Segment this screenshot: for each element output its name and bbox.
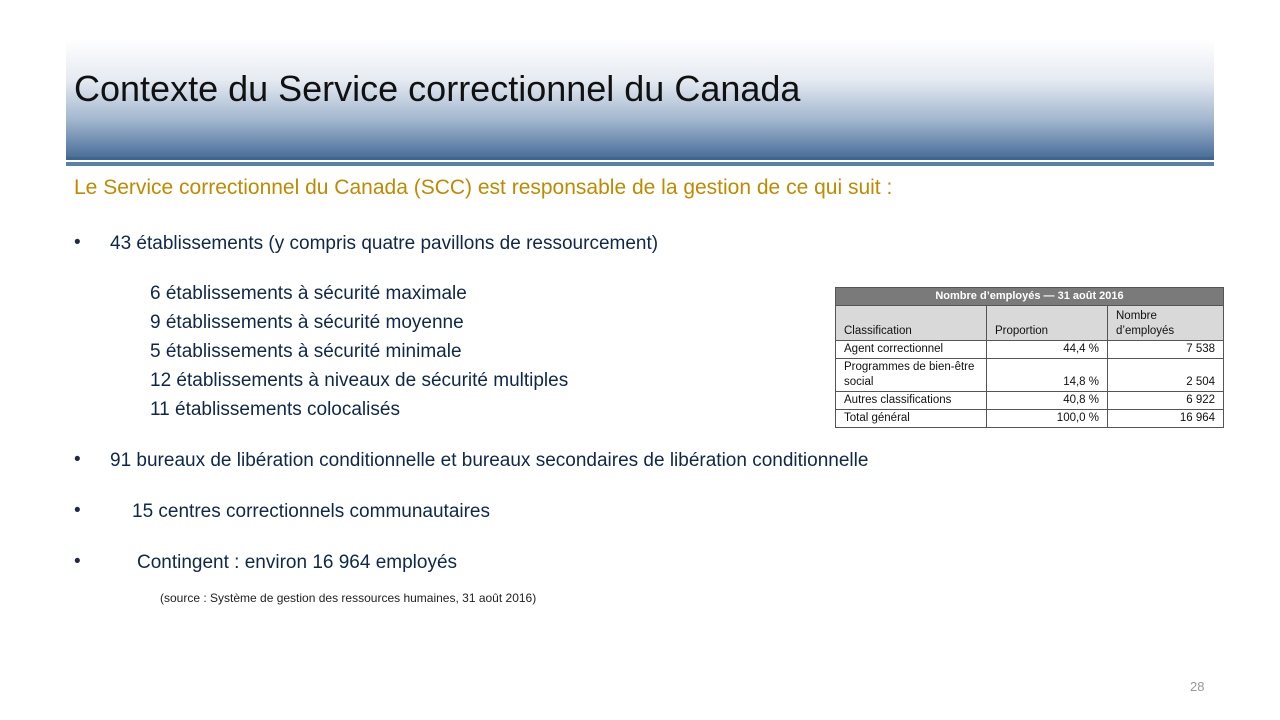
- list-item: 5 établissements à sécurité minimale: [150, 341, 462, 362]
- list-item: 11 établissements colocalisés: [150, 399, 400, 420]
- institution-breakdown-list: [150, 279, 568, 424]
- title-divider: [66, 157, 1214, 160]
- bullet-community-centres: 15 centres correctionnels communautaires: [132, 501, 491, 522]
- source-note: (source : Système de gestion des ressources humaines, 31 août 2016): [160, 591, 537, 605]
- table-header-row: [836, 306, 1224, 341]
- table-caption: Nombre d’employés — 31 août 2016: [836, 288, 1224, 306]
- page-number: 28: [1190, 679, 1205, 694]
- bullet-parole-offices: 91 bureaux de libération conditionnelle et bureaux secondaires de libération conditionnelle: [110, 450, 869, 471]
- list-item: 6 établissements à sécurité maximale: [150, 283, 467, 304]
- cell-count: 2 504: [1108, 359, 1224, 392]
- cell-classification: Programmes de bien-être social: [836, 359, 987, 392]
- cell-proportion: 100,0 %: [987, 410, 1108, 428]
- cell-classification: Agent correctionnel: [836, 341, 987, 359]
- bullet-marker: •: [74, 500, 81, 521]
- cell-classification: Autres classifications: [836, 392, 987, 410]
- header-classification: Classification: [836, 306, 987, 341]
- cell-classification: Total général: [836, 410, 987, 428]
- header-count: Nombre d’employés: [1108, 306, 1224, 341]
- cell-count: 7 538: [1108, 341, 1224, 359]
- table-row: [836, 392, 1224, 410]
- table-row: [836, 341, 1224, 359]
- title-divider-secondary: [66, 162, 1214, 166]
- slide-subtitle: Le Service correctionnel du Canada (SCC) est responsable de la gestion de ce qui suit :: [74, 176, 893, 199]
- bullet-marker: •: [74, 449, 81, 470]
- cell-proportion: 40,8 %: [987, 392, 1108, 410]
- bullet-marker: •: [74, 551, 81, 572]
- bullet-marker: •: [74, 232, 81, 253]
- table-row: [836, 359, 1224, 392]
- cell-count: 16 964: [1108, 410, 1224, 428]
- bullet-staff: Contingent : environ 16 964 employés: [137, 552, 458, 573]
- cell-proportion: 44,4 %: [987, 341, 1108, 359]
- bullet-institutions: 43 établissements (y compris quatre pavillons de ressourcement): [110, 233, 659, 254]
- list-item: 9 établissements à sécurité moyenne: [150, 312, 464, 333]
- cell-count: 6 922: [1108, 392, 1224, 410]
- header-proportion: Proportion: [987, 306, 1108, 341]
- employee-table: [835, 287, 1224, 428]
- cell-proportion: 14,8 %: [987, 359, 1108, 392]
- table-row: [836, 410, 1224, 428]
- list-item: 12 établissements à niveaux de sécurité multiples: [150, 370, 569, 391]
- slide-title: Contexte du Service correctionnel du Canada: [74, 68, 801, 109]
